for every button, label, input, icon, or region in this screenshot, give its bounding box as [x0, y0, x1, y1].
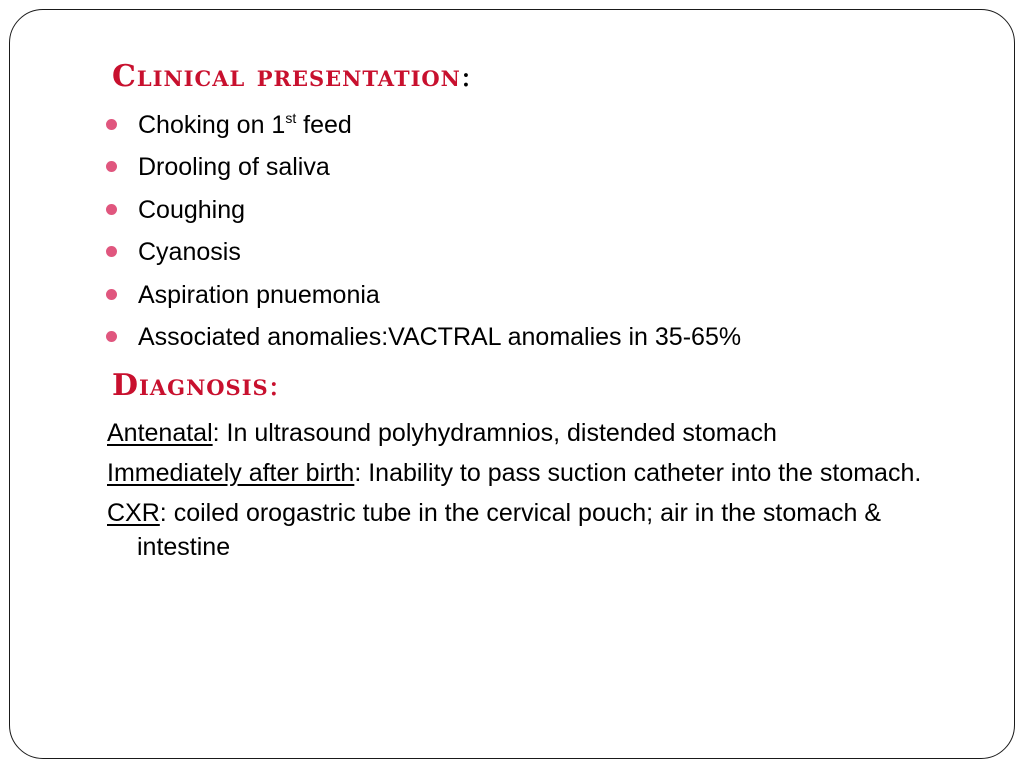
diagnosis-text: : coiled orogastric tube in the cervical pouch; air in the stomach & intestine: [137, 499, 882, 561]
diagnosis-term: Immediately after birth: [107, 459, 355, 487]
list-item-text: Cyanosis: [138, 238, 241, 267]
list-item-text: Drooling of saliva: [138, 153, 330, 182]
diagnosis-heading-colon: :: [268, 368, 280, 403]
list-item: [104, 193, 741, 235]
list-item-text: Associated anomalies:VACTRAL anomalies in 35-65%: [138, 322, 742, 351]
bullet-icon: [106, 204, 117, 215]
bullet-icon: [106, 161, 117, 172]
diagnosis-entry-after-birth: [107, 456, 927, 490]
clinical-presentation-heading: [112, 59, 472, 95]
clinical-heading-colon: :: [460, 59, 472, 94]
list-item: [104, 320, 741, 362]
diagnosis-text: : Inability to pass suction catheter into the stomach.: [354, 459, 922, 487]
list-item: [104, 150, 741, 192]
diagnosis-term: Antenatal: [107, 419, 213, 447]
diagnosis-heading-text: Diagnosis: [112, 368, 269, 403]
list-item-text: Aspiration pnuemonia: [138, 280, 380, 309]
clinical-heading-text: Clinical presentation: [112, 59, 461, 94]
diagnosis-heading: [112, 368, 280, 404]
list-item-text-tail: feed: [296, 111, 352, 139]
list-item-text: Choking on 1: [138, 111, 286, 139]
list-item-text: Coughing: [138, 195, 246, 224]
clinical-bullet-list: [104, 108, 741, 362]
bullet-icon: [106, 246, 117, 257]
diagnosis-text: : In ultrasound polyhydramnios, distended stomach: [212, 419, 777, 447]
diagnosis-entry-cxr: [107, 496, 927, 564]
diagnosis-entries: [107, 416, 927, 570]
bullet-icon: [106, 119, 117, 130]
list-item: [104, 235, 741, 277]
diagnosis-entry-antenatal: [107, 416, 927, 450]
diagnosis-term: CXR: [107, 499, 160, 527]
superscript: st: [285, 110, 297, 126]
list-item: [104, 278, 741, 320]
list-item: [104, 108, 741, 150]
bullet-icon: [106, 289, 117, 300]
bullet-icon: [106, 331, 117, 342]
